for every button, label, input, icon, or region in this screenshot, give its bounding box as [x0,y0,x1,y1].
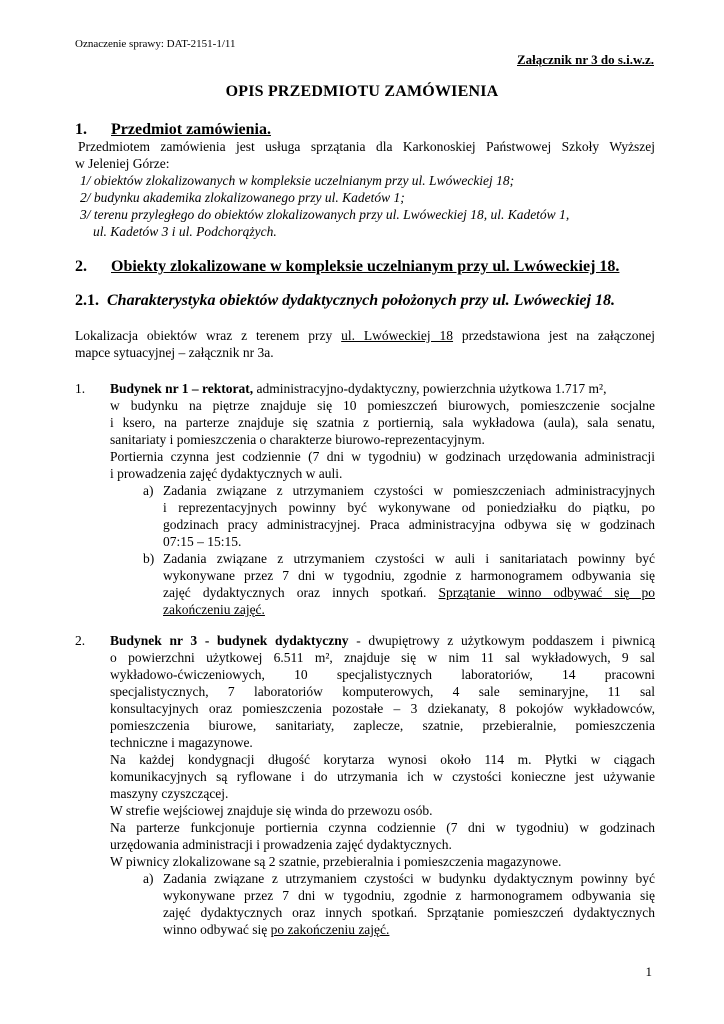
building-3-line: urzędowania administracji i prowadzenia zajęć dydaktycznych. [110,837,452,852]
text-fragment: - dwupiętrowy z użytkowym poddaszem i piwnicą [348,633,656,648]
section-2-heading [75,258,619,276]
section-number: 2.1. [75,292,99,309]
text-fragment: administracyjno-dydaktyczny, powierzchnia użytkowa 1.717 m², [253,381,607,396]
scope-item: 3/ terenu przyległego do obiektów zlokalizowanych przy ul. Lwóweckiej 18, ul. Kadetów 1, [80,207,570,222]
sub-item-line: Zadania związane z utrzymaniem czystości w budynku dydaktycznym powinny być [163,871,655,886]
building-3-line: o powierzchni użytkowej 6.511 m², znajduje się w nim 11 sal wykładowych, 9 sal [110,650,655,665]
intro-line: Przedmiotem zamówienia jest usługa sprzątania dla Karkonoskiej Państwowej Szkoły Wyższej [78,139,655,154]
sub-item-line: wykonywane przez 7 dni w tygodniu, zgodnie z harmonogramem odbywania się [163,888,655,903]
sub-item-line: zajęć dydaktycznych oraz innych spotkań. Sprzątanie pomieszczeń dydaktycznych [163,905,655,920]
document-title: OPIS PRZEDMIOTU ZAMÓWIENIA [225,83,499,100]
building-3-line: komunikacyjnych są ryflowane i do utrzymania ich w czystości konieczne jest używanie [110,769,655,784]
sub-item-line: 07:15 – 15:15. [163,534,242,549]
location-text [75,327,655,344]
sub-item-line: godzinach pracy administracyjnej. Praca administracyjna odbywa się w godzinach [163,517,655,532]
underlined-text: zakończeniu zajęć. [163,602,265,617]
building-3-line: konsultacyjnych oraz pomieszczenia pozostałe – 3 dziekanaty, 8 pokojów wykładowców, [110,701,655,716]
text-fragment: zajęć dydaktycznych oraz innych spotkań. [163,585,439,600]
sub-item-label: a) [143,871,154,886]
building-3-line: W strefie wejściowej znajduje się winda do przewozu osób. [110,803,433,818]
building-3-line: wykładowo-ćwiczeniowych, 10 specjalistycznych laboratoriów, 14 pracowni [110,667,655,682]
page-number: 1 [645,964,652,979]
building-3-line: techniczne i magazynowe. [110,735,253,750]
section-number: 1. [75,121,87,138]
text-fragment: winno odbywać się [163,922,271,937]
text-fragment: Lokalizacja obiektów wraz z terenem przy [75,328,342,343]
address-underlined: ul. Lwóweckiej 18 [341,328,454,343]
section-title: Charakterystyka obiektów dydaktycznych położonych przy ul. Lwóweckiej 18. [107,292,615,309]
building-3-line: Na parterze funkcjonuje portiernia czynna codziennie (7 dni w tygodniu) w godzinach [110,820,655,835]
building-1-line: i prowadzenia zajęć dydaktycznych w auli. [110,466,343,481]
sub-item-line [163,921,389,938]
section-title: Obiekty zlokalizowane w kompleksie uczelnianym przy ul. Lwóweckiej 18. [111,258,620,275]
sub-item-label: b) [143,551,155,566]
underlined-text: po zakończeniu zajęć. [270,922,390,937]
building-1-line [110,380,606,397]
building-3-line: W piwnicy zlokalizowane są 2 szatnie, przebieralnia i pomieszczenia magazynowe. [110,854,562,869]
location-text: mapce sytuacyjnej – załącznik nr 3a. [75,345,274,360]
building-3-line: specjalistycznych, 7 laboratoriów komputerowych, 4 sale seminaryjne, 11 sal [110,684,655,699]
building-1-line: w budynku na piętrze znajduje się 10 pomieszczeń biurowych, pomieszczenie socjalne [110,398,655,413]
annex-label: Załącznik nr 3 do s.i.w.z. [516,52,654,67]
underlined-text: Sprzątanie winno odbywać się po [438,585,655,600]
sub-item-line [163,584,655,601]
building-1-line: Portiernia czynna jest codziennie (7 dni w tygodniu) w godzinach urzędowania administracji [110,449,655,464]
section-title: Przedmiot zamówienia. [111,121,271,138]
section-2-1-heading [75,292,615,310]
list-number: 2. [75,633,86,648]
sub-item-label: a) [143,483,154,498]
sub-item-line: Zadania związane z utrzymaniem czystości w pomieszczeniach administracyjnych [163,483,655,498]
section-number: 2. [75,258,87,275]
building-1-line: i ksero, na parterze znajduje się szatnia z portiernią, sala wykładowa (aula), sala senatu, [110,415,655,430]
building-3-line: Na każdej kondygnacji długość korytarza wynosi około 114 m. Płytki w ciągach [110,752,655,767]
case-reference: Oznaczenie sprawy: DAT-2151-1/11 [75,38,236,50]
building-3-line: maszyny czyszczącej. [110,786,229,801]
section-1-heading [75,121,271,139]
building-1-line: sanitariaty i pomieszczenia o charakterze biurowo-reprezentacyjnym. [110,432,485,447]
intro-line: w Jeleniej Górze: [75,156,170,171]
sub-item-line: i reprezentacyjnych powinny być wykonywane od poniedziałku do piątku, po [163,500,655,515]
scope-item: 2/ budynku akademika zlokalizowanego przy ul. Kadetów 1; [80,190,405,205]
scope-item: ul. Kadetów 3 i ul. Podchorążych. [93,224,277,239]
text-fragment: przedstawiona jest na załączonej [453,328,655,343]
list-number: 1. [75,381,86,396]
building-3-line: pomieszczenia biurowe, sanitariaty, zaplecze, szatnie, przebieralnie, pomieszczenia [110,718,655,733]
building-3-line [110,632,655,649]
scope-item: 1/ obiektów zlokalizowanych w kompleksie uczelnianym przy ul. Lwóweckiej 18; [80,173,515,188]
sub-item-line: wykonywane przez 7 dni w tygodniu, zgodnie z harmonogramem odbywania się [163,568,655,583]
building-name: Budynek nr 3 - budynek dydaktyczny [110,633,349,648]
sub-item-line: Zadania związane z utrzymaniem czystości w auli i sanitariatach powinny być [163,551,655,566]
building-name: Budynek nr 1 – rektorat, [110,381,254,396]
